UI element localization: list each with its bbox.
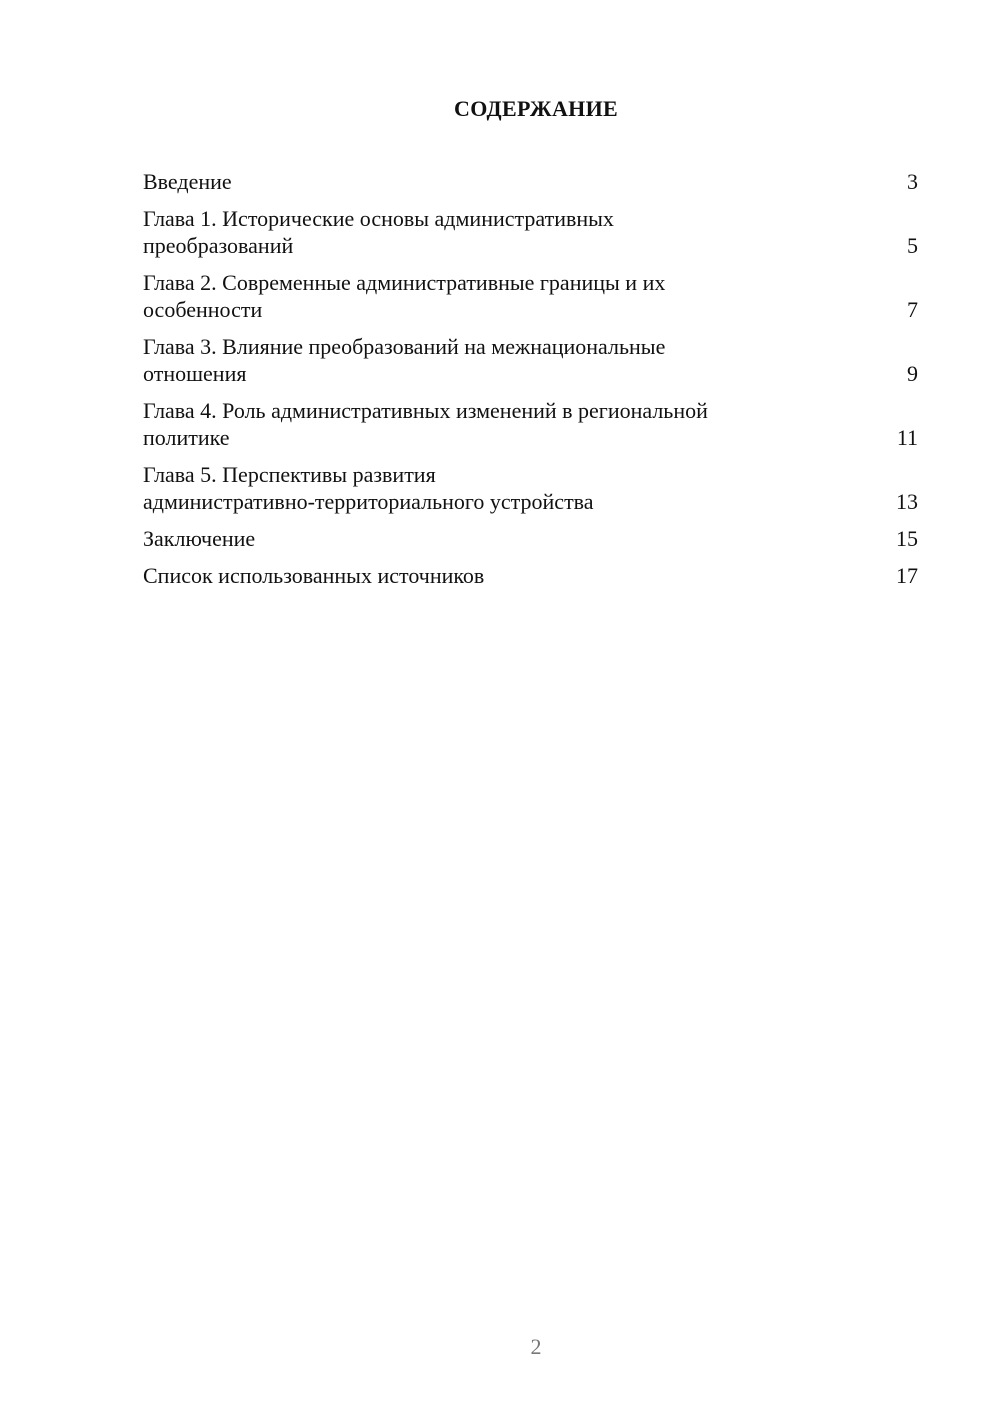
toc-entry-page: 17 (896, 563, 918, 588)
toc-entry-label (143, 397, 823, 451)
toc-entry-page: 15 (896, 526, 918, 551)
toc-entry-label-line: политике (143, 425, 230, 450)
toc-entry-chapter-1 (143, 205, 918, 259)
toc-entry-page: 11 (896, 425, 918, 450)
toc-entry-label-line: Введение (143, 169, 232, 194)
toc-entry-page: 5 (907, 233, 918, 258)
toc-entry-label-line: преобразований (143, 233, 294, 258)
toc-entry-introduction (143, 168, 918, 195)
toc-entry-references (143, 562, 918, 589)
toc-entry-chapter-3 (143, 333, 918, 387)
toc-entry-label-line: Заключение (143, 526, 256, 551)
toc-entry-chapter-4 (143, 397, 918, 451)
toc-entry-page: 3 (907, 169, 918, 194)
toc-entry-label-line: особенности (143, 297, 263, 322)
toc-entry-label (143, 205, 823, 259)
toc-entry-chapter-2 (143, 269, 918, 323)
toc-entry-label-line: административно-территориального устройства (143, 489, 594, 514)
toc-entry-label-line: Глава 1. Исторические основы административных (143, 206, 614, 231)
toc-entry-label (143, 525, 823, 552)
toc-entry-label-line: Глава 4. Роль административных изменений в региональной (143, 398, 708, 423)
toc-entry-label-line: Глава 2. Современные административные границы и их (143, 270, 666, 295)
toc-entry-label (143, 269, 823, 323)
toc-entry-label-line: Список использованных источников (143, 563, 485, 588)
toc-entry-label (143, 168, 823, 195)
toc-entry-page: 7 (907, 297, 918, 322)
toc-entry-page: 13 (896, 489, 918, 514)
toc-entry-label-line: отношения (143, 361, 247, 386)
toc-entry-label-line: Глава 5. Перспективы развития (143, 462, 436, 487)
table-of-contents (143, 168, 918, 599)
toc-entry-label-line: Глава 3. Влияние преобразований на межнациональные (143, 334, 666, 359)
page-title: СОДЕРЖАНИЕ (454, 96, 618, 121)
toc-entry-conclusion (143, 525, 918, 552)
toc-entry-page: 9 (907, 361, 918, 386)
page-number: 2 (530, 1334, 542, 1359)
toc-entry-chapter-5 (143, 461, 918, 515)
toc-entry-label (143, 562, 823, 589)
toc-entry-label (143, 333, 823, 387)
toc-entry-label (143, 461, 823, 515)
